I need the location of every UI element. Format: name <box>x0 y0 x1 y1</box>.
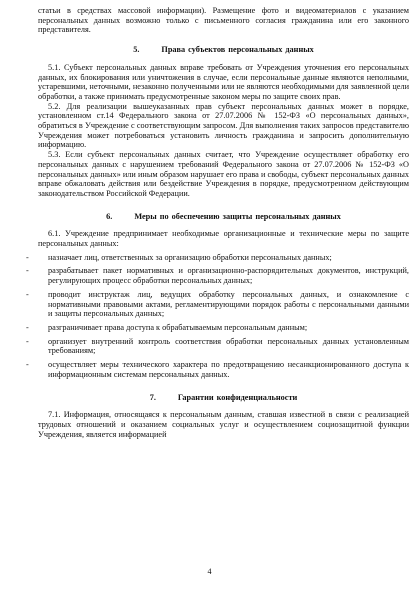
paragraph-5-3: 5.3. Если субъект персональных данных считает, что Учреждение осуществляет обработку его персональных данных с нарушением требований Федерального закона от 27.07.2006 № 152-ФЗ «О персональных данных» или иным образом нарушает его права и свободы, субъект персональных данных вправе обжаловать действия или бездействие Учреждения в порядке, предусмотренном действующим законодательством Российской Федерации. <box>38 150 409 198</box>
list-item: - проводит инструктаж лиц, ведущих обработку персональных данных, и ознакомление с нормативными правовыми актами, регламентирующими порядок работы с персональными данными и защиты персональных данных; <box>26 289 409 319</box>
dash-marker: - <box>26 266 29 276</box>
section-7-heading <box>38 393 409 403</box>
section-6-heading <box>38 212 409 222</box>
dash-marker: - <box>26 252 29 262</box>
section-5-title: Права субъектов персональных данных <box>161 45 314 55</box>
dash-marker: - <box>26 322 29 332</box>
paragraph-7-1: 7.1. Информация, относящаяся к персональным данным, ставшая известной в связи с реализацией трудовых отношений и оказанием социальных услуг и осуществлением социозащитной функции Учреждения, является информацией <box>38 410 409 439</box>
dash-marker: - <box>26 289 29 299</box>
measures-list <box>26 252 409 380</box>
list-item: - разрабатывает пакет нормативных и организационно-распорядительных документов, инструкций, регулирующих процесс обработки персональных данных; <box>26 266 409 286</box>
list-item: - разграничивает права доступа к обрабатываемым персональным данным; <box>26 322 308 332</box>
section-6-title: Меры по обеспечению защиты персональных данных <box>134 211 341 221</box>
paragraph-5-2: 5.2. Для реализации вышеуказанных прав субъект персональных данных может в порядке, установленном ст.14 Федерального закона от 27.07.2006 № 152-ФЗ «О персональных данных», обратиться в Учреждение с соответствующим запросом. Для выполнения таких запросов представителю Учреждения может потребоваться установить личность гражданина и запросить дополнительную информацию. <box>38 101 409 150</box>
section-5-number: 5. <box>133 45 140 55</box>
dash-marker: - <box>26 360 29 370</box>
paragraph-5-1: 5.1. Субъект персональных данных вправе требовать от Учреждения уточнения его персональных данных, их блокирования или уничтожения в случае, если персональные данные являются неполными, устаревшими, неточными, незаконно полученными или не являются необходимыми для заявленной цели обработки, а также принимать предусмотренные законом меры по защите своих прав. <box>38 62 409 101</box>
section-5-heading <box>38 45 409 55</box>
dash-marker: - <box>26 336 29 346</box>
section-7-title: Гарантии конфиденциальности <box>177 392 298 402</box>
page-number: 4 <box>207 567 212 576</box>
section-7-number: 7. <box>149 392 156 402</box>
paragraph-6-1: 6.1. Учреждение предпринимает необходимые организационные и технические меры по защите персональных данных: <box>38 229 409 249</box>
list-item: - организует внутренний контроль соответствия обработки персональных данных установленным требованиям; <box>26 336 409 356</box>
list-item: - назначает лиц, ответственных за организацию обработки персональных данных; <box>26 252 332 262</box>
intro-paragraph: статьи в средствах массовой информации). Размещение фото и видеоматериалов с указанием персональных данных возможно только с письменного согласия гражданина или его законного представителя. <box>38 6 409 35</box>
section-6-number: 6. <box>106 211 113 221</box>
list-item: - осуществляет меры технического характера по предотвращению несанкционированного доступа к информационным системам персональных данных. <box>26 360 409 379</box>
